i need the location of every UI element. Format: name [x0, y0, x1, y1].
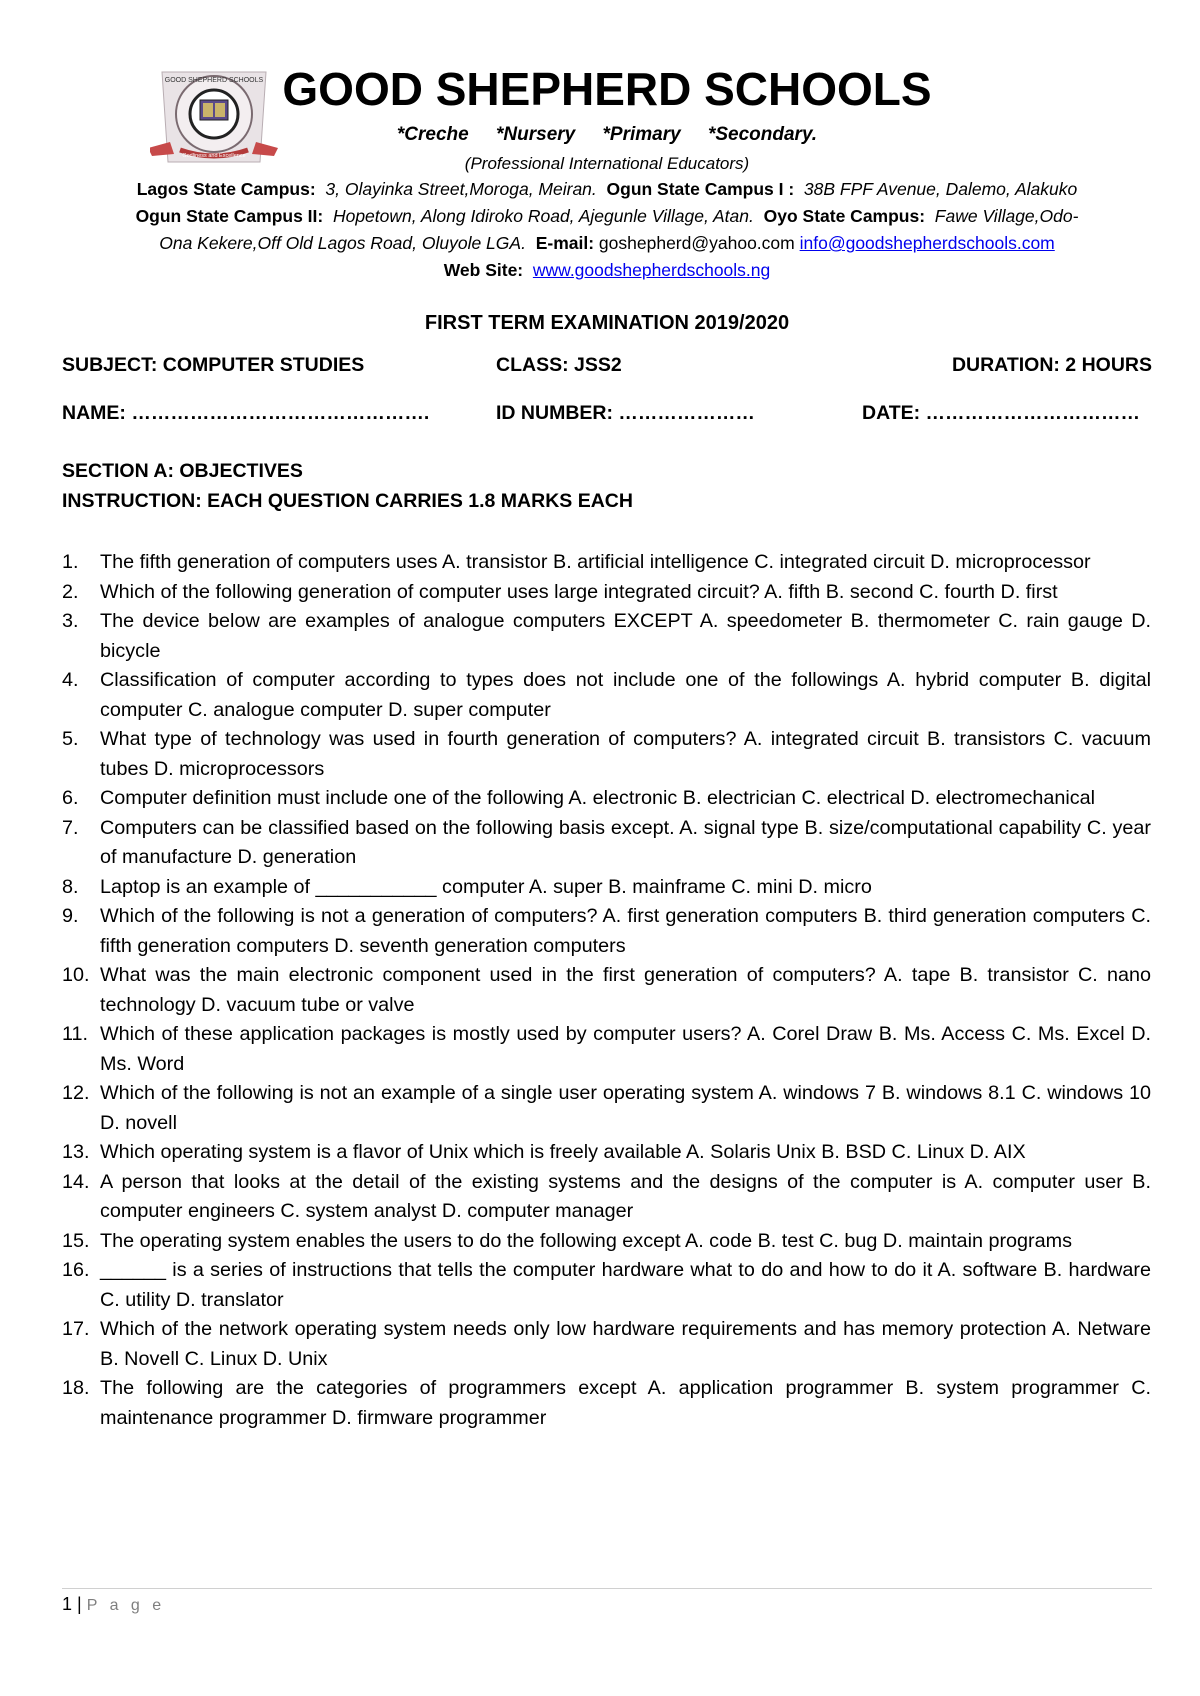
question-text: Computers can be classified based on the following basis except. A. signal type B. size/computational capability C. year of manufacture D. generation [100, 816, 1151, 868]
question-item [62, 1315, 1151, 1374]
question-text: The following are the categories of programmers except A. application programmer B. system programmer C. maintenance programmer D. firmware programmer [100, 1377, 1151, 1429]
subject-label: SUBJECT: COMPUTER STUDIES [62, 354, 365, 376]
question-number: 12. [62, 1082, 90, 1104]
question-item [62, 607, 1151, 666]
question-item [62, 902, 1151, 961]
email-yahoo: goshepherd@yahoo.com [598, 233, 795, 253]
question-number: 5. [62, 728, 79, 750]
question-text: Computer definition must include one of the following A. electronic B. electrician C. electrical D. electromechanical [100, 787, 1096, 809]
lagos-campus-label: Lagos State Campus: [136, 179, 316, 199]
question-item [62, 578, 1151, 608]
school-tagline: (Professional International Educators) [464, 154, 750, 173]
question-item [62, 784, 1151, 814]
email-link[interactable]: info@goodshepherdschools.com [799, 233, 1055, 253]
question-text: The fifth generation of computers uses A. transistor B. artificial intelligence C. integrated circuit D. microprocessor [100, 551, 1091, 573]
question-item [62, 1079, 1151, 1138]
website-link[interactable]: www.goodshepherdschools.ng [532, 260, 771, 280]
campus-addresses [62, 176, 1152, 284]
question-number: 9. [62, 905, 79, 927]
question-item [62, 666, 1151, 725]
section-creche: *Creche [396, 124, 469, 145]
question-number: 17. [62, 1318, 90, 1340]
name-field: NAME: ………………………………………. [62, 402, 430, 424]
section-secondary: *Secondary. [707, 124, 818, 145]
footer-divider [62, 1588, 1152, 1589]
svg-text:Godliness and Excellence: Godliness and Excellence [182, 153, 246, 159]
question-number: 4. [62, 669, 79, 691]
ogun-campus-1-label: Ogun State Campus I : [606, 179, 795, 199]
question-text: A person that looks at the detail of the existing systems and the designs of the computer is A. computer user B. computer engineers C. system analyst D. computer manager [100, 1170, 1151, 1222]
question-number: 2. [62, 580, 79, 603]
question-text: Which of the following is not a generation of computers? A. first generation computers B. third generation computers C. fifth generation computers D. seventh generation computers [100, 905, 1151, 957]
ogun-campus-2-label: Ogun State Campus II: [135, 206, 324, 226]
question-number: 3. [62, 610, 79, 632]
question-text: Which of the following generation of computer uses large integrated circuit? A. fifth B. second C. fourth D. first [100, 580, 1058, 603]
question-item [62, 548, 1151, 578]
question-number: 6. [62, 787, 79, 809]
question-item [62, 814, 1151, 873]
date-field: DATE: …………………………… [862, 402, 1141, 424]
question-text: Which of these application packages is mostly used by computer users? A. Corel Draw B. Ms. Access C. Ms. Excel D. Ms. Word [100, 1023, 1151, 1075]
question-text: Laptop is an example of ___________ computer A. super B. mainframe C. mini D. micro [100, 875, 872, 898]
exam-title: FIRST TERM EXAMINATION 2019/2020 [424, 312, 790, 334]
oyo-campus-address-1: Fawe Village,Odo- [934, 206, 1079, 226]
question-number: 7. [62, 816, 79, 839]
page-label: P a g e [86, 1597, 166, 1614]
svg-text:GOOD SHEPHERD SCHOOLS: GOOD SHEPHERD SCHOOLS [164, 77, 264, 84]
website-label: Web Site: [443, 260, 524, 280]
school-name: GOOD SHEPHERD SCHOOLS [282, 63, 932, 115]
email-label: E-mail: [535, 233, 595, 253]
id-number-field: ID NUMBER: ………………… [496, 402, 755, 424]
question-number: 16. [62, 1259, 90, 1281]
question-number: 11. [62, 1023, 89, 1045]
school-sections [62, 124, 1152, 146]
class-label: CLASS: JSS2 [496, 354, 622, 376]
page-number: 1 [62, 1594, 73, 1614]
question-number: 15. [62, 1229, 90, 1252]
section-nursery: *Nursery [496, 124, 576, 145]
question-item [62, 1374, 1151, 1433]
question-text: The device below are examples of analogue computers EXCEPT A. speedometer B. thermometer C. rain gauge D. bicycle [100, 610, 1151, 662]
question-item [62, 1138, 1151, 1168]
question-number: 13. [62, 1141, 90, 1163]
question-text: What type of technology was used in fourth generation of computers? A. integrated circuit B. transistors C. vacuum tubes D. microprocessors [100, 728, 1151, 780]
duration-label: DURATION: 2 HOURS [951, 354, 1152, 376]
question-item [62, 1227, 1151, 1257]
question-text: Classification of computer according to types does not include one of the followings A. hybrid computer B. digital computer C. analogue computer D. super computer [100, 669, 1151, 721]
question-item [62, 961, 1151, 1020]
footer-separator: | [77, 1594, 82, 1614]
question-text: Which operating system is a flavor of Unix which is freely available A. Solaris Unix B. BSD C. Linux D. AIX [100, 1141, 1026, 1163]
question-item [62, 873, 1151, 903]
section-title: SECTION A: OBJECTIVES [62, 460, 303, 482]
question-text: The operating system enables the users to do the following except A. code B. test C. bug D. maintain programs [100, 1229, 1073, 1252]
question-item [62, 725, 1151, 784]
question-item [62, 1168, 1151, 1227]
question-text: What was the main electronic component used in the first generation of computers? A. tape B. transistor C. nano technology D. vacuum tube or valve [100, 964, 1151, 1016]
section-primary: *Primary [602, 124, 681, 145]
oyo-campus-address-2: Ona Kekere,Off Old Lagos Road, Oluyole LGA. [159, 233, 526, 253]
ogun-campus-2-address: Hopetown, Along Idiroko Road, Ajegunle Village, Atan. [332, 206, 754, 226]
page-footer [62, 1594, 165, 1615]
question-number: 1. [62, 551, 79, 573]
question-number: 8. [62, 875, 79, 898]
section-instruction: INSTRUCTION: EACH QUESTION CARRIES 1.8 MARKS EACH [62, 490, 633, 512]
oyo-campus-label: Oyo State Campus: [763, 206, 926, 226]
question-item [62, 1020, 1151, 1079]
question-number: 10. [62, 964, 90, 986]
question-item [62, 1256, 1151, 1315]
lagos-campus-address: 3, Olayinka Street,Moroga, Meiran. [325, 179, 597, 199]
ogun-campus-1-address: 38B FPF Avenue, Dalemo, Alakuko [803, 179, 1078, 199]
question-number: 18. [62, 1377, 90, 1399]
question-text: Which of the network operating system needs only low hardware requirements and has memory protection A. Netware B. Novell C. Linux D. Unix [100, 1318, 1151, 1370]
question-text: ______ is a series of instructions that tells the computer hardware what to do and how to do it A. software B. hardware C. utility D. translator [100, 1259, 1151, 1311]
question-text: Which of the following is not an example of a single user operating system A. windows 7 B. windows 8.1 C. windows 10 D. novell [100, 1082, 1151, 1134]
question-list [62, 548, 1151, 1433]
question-number: 14. [62, 1170, 90, 1193]
